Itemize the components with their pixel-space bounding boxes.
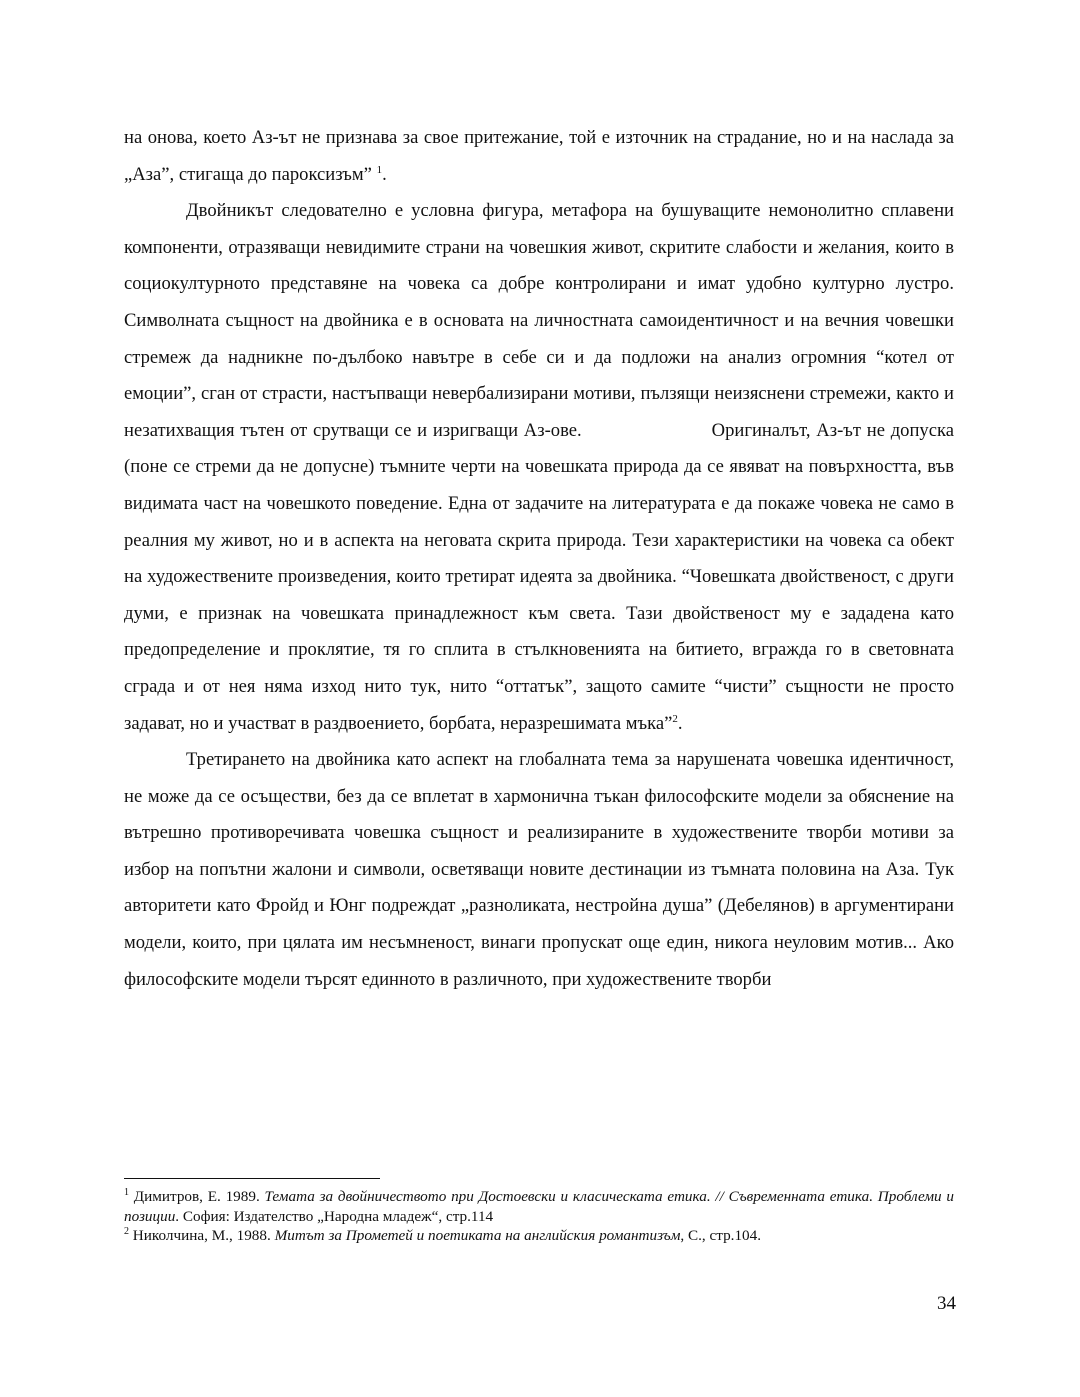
paragraph-1 bbox=[124, 120, 954, 193]
footnote-number: 2 bbox=[124, 1226, 129, 1238]
footnote-author: Николчина, М., 1988. bbox=[129, 1227, 275, 1245]
paragraph-3-text: Третирането на двойника като аспект на глобалната тема за нарушената човешка идентичност, не може да се осъществи, без да се вплетат в хармонична тъкан философските модели за обяснение на вътрешно противоречивата човешка същност и реализираните в художествените творби мотиви за избор на попътни жалони и символи, осветяващи новите дестинации из тъмната половина на Аза. Тук авторитети като Фройд и Юнг подреждат „разноликата, нестройна душа” (Дебелянов) в аргументирани модели, които, при цялата им несъмненост, винаги пропускат още един, никога неуловим мотив... Ако философските модели търсят единното в различното, при художествените творби bbox=[124, 749, 954, 990]
paragraph-2-end: . bbox=[677, 712, 683, 734]
paragraph-1-text: на онова, което Аз-ът не признава за свое притежание, той е източник на страдание, но и на наслада за „Аза”, стигаща до пароксизъм” bbox=[124, 127, 954, 185]
body-text bbox=[124, 120, 954, 998]
footnote-2 bbox=[124, 1226, 954, 1246]
footnote-ref-2: 2 bbox=[672, 712, 678, 725]
footnote-publication: , С., стр.104. bbox=[680, 1227, 762, 1245]
footnotes bbox=[124, 1187, 954, 1246]
footnote-title: Митът за Прометей и поетиката на английския романтизъм bbox=[274, 1227, 681, 1245]
footnote-title: Темата за двойничеството при Достоевски и класическата етика. // Съвременната етика. Проблеми и позиции bbox=[124, 1188, 954, 1225]
footnote-1 bbox=[124, 1187, 954, 1226]
footnote-separator bbox=[124, 1178, 380, 1179]
paragraph-2-text-b: Оригиналът, Аз-ът не допуска (поне се стреми да не допусне) тъмните черти на човешката природа да се явяват на повърхността, във видимата част на човешкото поведение. Една от задачите на литературата е да покаже човека не само в реалния му живот, но и в аспекта на неговата скрита природа. Тези характеристики на човека са обект на художествените произведения, които третират идеята за двойника. “Човешката двойственост, с други думи, е признак на човешката принадлежност към света. Тази двойственост му е зададена като предопределение и проклятие, тя го сплита в стълкновенията на битието, вгражда го в световната сграда и от нея няма изход нито тук, нито “оттатък”, защото самите “чисти” същности не просто задават, но и участват в раздвоението, борбата, неразрешимата мъка” bbox=[124, 419, 954, 734]
footnote-number: 1 bbox=[124, 1186, 129, 1198]
page-number: 34 bbox=[937, 1293, 956, 1314]
footnote-author: Димитров, Е. 1989. bbox=[129, 1188, 265, 1205]
footnote-publication: . София: Издателство „Народна младеж“, стр.114 bbox=[175, 1207, 494, 1225]
paragraph-2-text-a: Двойникът следователно е условна фигура, метафора на бушуващите немонолитно сплавени компоненти, отразяващи невидимите страни на човешкия живот, скритите слабости и желания, които в социокултурното представяне на човека са добре контролирани и имат удобно културно лустро. Символната същност на двойника е в основата на личностната самоидентичност и на вечния човешки стремеж да надникне по-дълбоко навътре в себе си и да подложи на анализ огромния “котел от емоции”, сган от страсти, настъпващи невербализирани мотиви, пълзящи неизяснени стремежи, както и незатихващия тътен от срутващи се и изригващи Аз-ове. bbox=[124, 200, 954, 441]
footnote-ref-1: 1 bbox=[376, 163, 383, 176]
paragraph-1-end: . bbox=[382, 163, 387, 185]
paragraph-3 bbox=[124, 742, 954, 998]
paragraph-2 bbox=[124, 193, 954, 742]
